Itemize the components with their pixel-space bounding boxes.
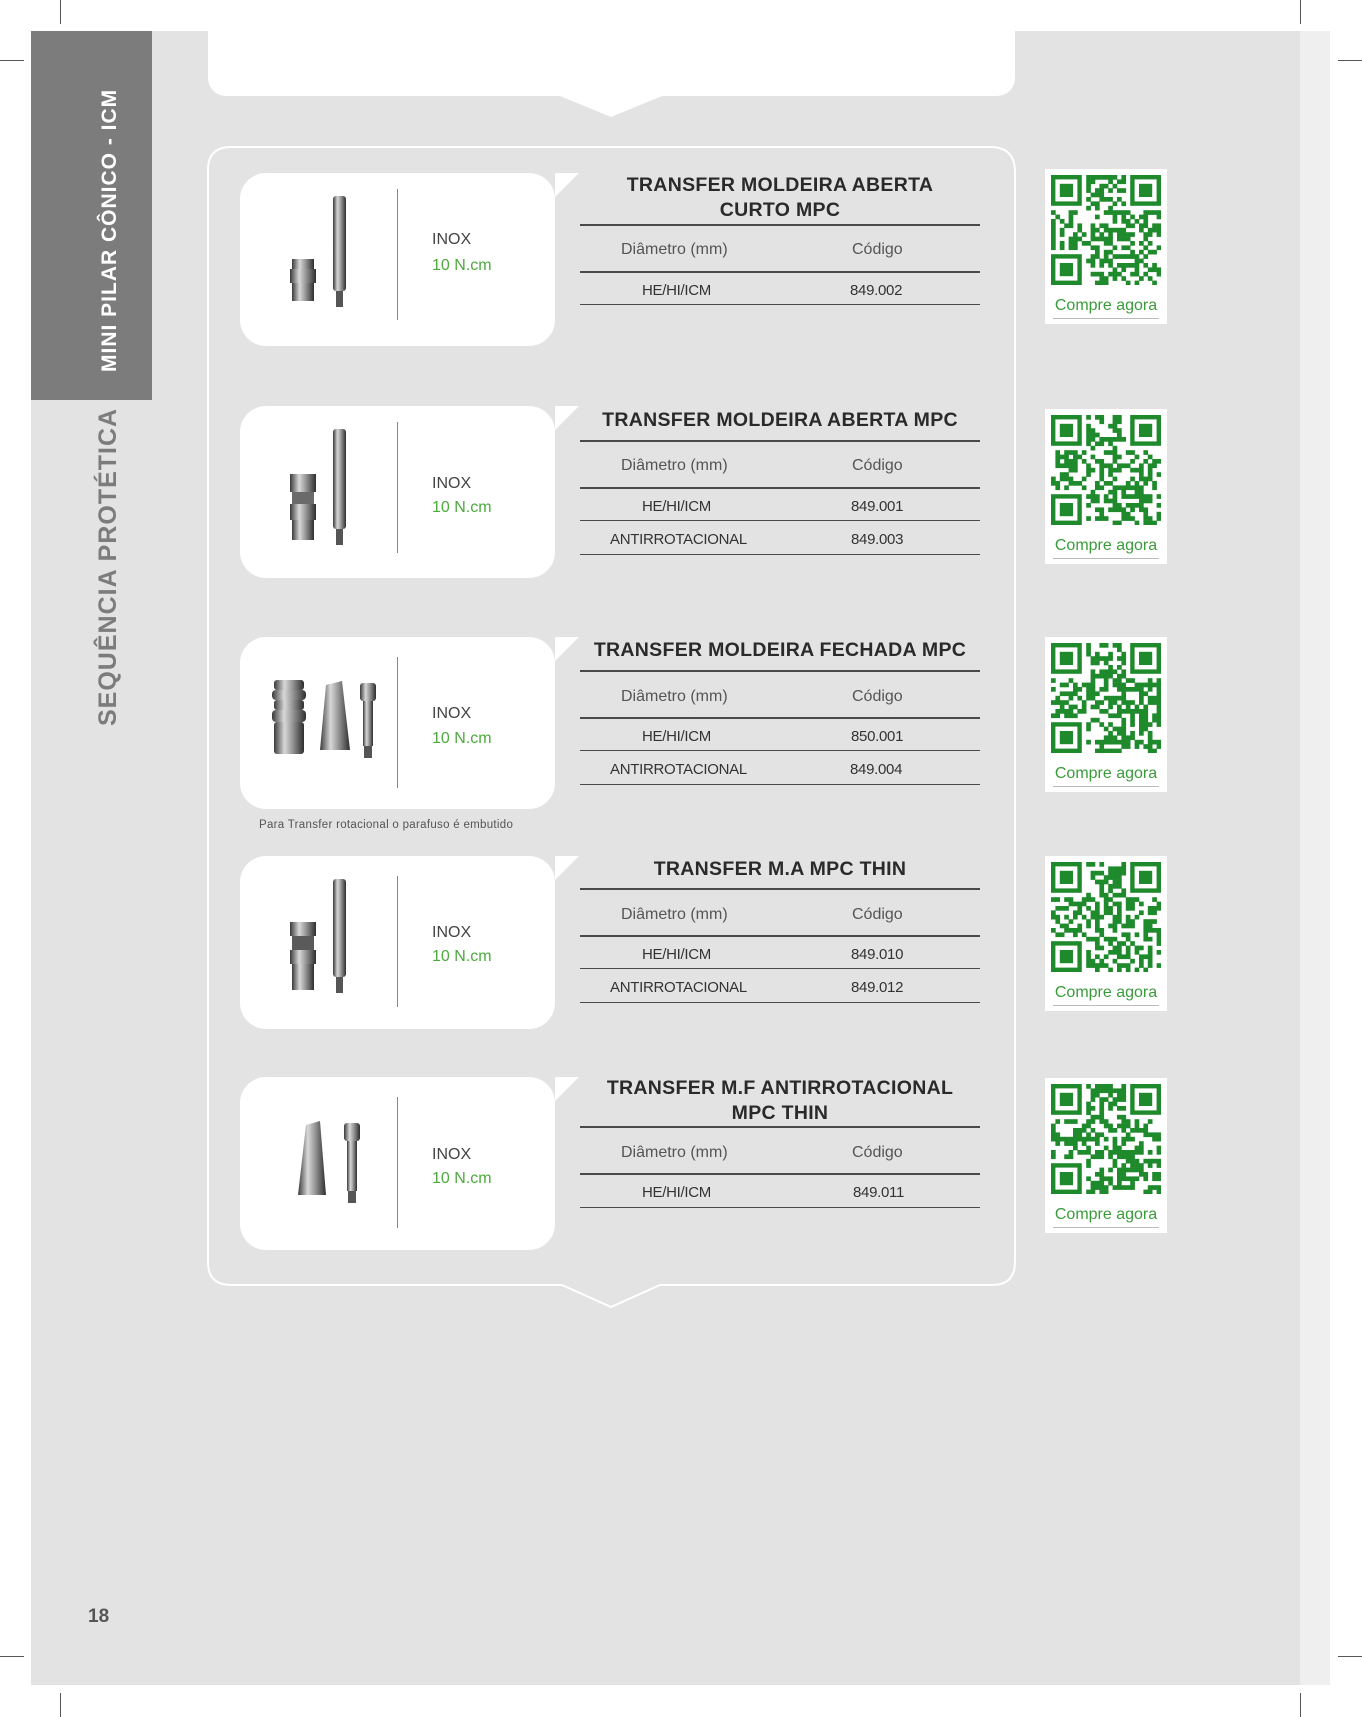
cell-diameter: HE/HI/ICM [642, 282, 711, 299]
buy-now-link[interactable]: Compre agora [1054, 1206, 1158, 1223]
cell-code: 850.001 [851, 728, 904, 745]
product-title-line: TRANSFER MOLDEIRA ABERTA [626, 174, 934, 196]
link-underline [1053, 558, 1159, 559]
sidebar-section-title: MINI PILAR CÔNICO - ICM [98, 88, 121, 372]
product-title-line: TRANSFER MOLDEIRA FECHADA MPC [593, 639, 967, 661]
buy-now-link[interactable]: Compre agora [1054, 765, 1158, 782]
cell-code: 849.002 [850, 282, 903, 299]
header-code: Código [852, 688, 903, 705]
qr-code-card[interactable] [1045, 409, 1167, 564]
header-code: Código [852, 906, 903, 923]
product-title-line: TRANSFER M.F ANTIRROTACIONAL [606, 1077, 954, 1099]
product-transfer-ma-thin [240, 856, 1158, 1031]
qr-code-icon [1051, 862, 1161, 972]
card-tab [555, 406, 579, 430]
buy-now-link[interactable]: Compre agora [1054, 537, 1158, 554]
product-photo [268, 191, 393, 331]
divider-line [397, 1097, 398, 1228]
material-label: INOX [432, 231, 472, 248]
header-diameter: Diâmetro (mm) [621, 457, 728, 474]
header-diameter: Diâmetro (mm) [621, 1144, 728, 1161]
cell-diameter: HE/HI/ICM [642, 1184, 711, 1201]
product-transfer-moldeira-aberta-curto [240, 173, 1158, 348]
page-number: 18 [88, 1606, 110, 1627]
sidebar-category-title: SEQUÊNCIA PROTÉTICA [94, 407, 122, 726]
header-code: Código [852, 241, 903, 258]
table-rule [580, 1126, 980, 1128]
torque-label: 10 N.cm [432, 730, 492, 747]
table-rule [580, 224, 980, 226]
product-title-line: CURTO MPC [719, 199, 841, 221]
table-rule [580, 670, 980, 672]
qr-code-icon [1051, 643, 1161, 753]
table-rule [580, 440, 980, 442]
table-rule [580, 554, 980, 555]
divider-line [397, 657, 398, 788]
header-diameter: Diâmetro (mm) [621, 241, 728, 258]
product-title [580, 1076, 980, 1126]
cell-code: 849.012 [851, 979, 904, 996]
header-diameter: Diâmetro (mm) [621, 906, 728, 923]
table-rule [580, 968, 980, 969]
qr-code-card[interactable] [1045, 637, 1167, 792]
cell-diameter: ANTIRROTACIONAL [610, 979, 747, 996]
cell-code: 849.004 [850, 761, 903, 778]
footnote: Para Transfer rotacional o parafuso é embutido [259, 819, 514, 831]
product-title-line: MPC THIN [731, 1102, 829, 1124]
qr-code-icon [1051, 175, 1161, 285]
product-title-line: TRANSFER MOLDEIRA ABERTA MPC [602, 409, 958, 431]
cell-code: 849.001 [851, 498, 904, 515]
material-label: INOX [432, 705, 472, 722]
card-tab [555, 856, 579, 880]
table-rule [580, 1173, 980, 1175]
table-rule [580, 1002, 980, 1003]
product-title [580, 408, 980, 433]
table-rule [580, 1207, 980, 1208]
buy-now-link[interactable]: Compre agora [1054, 297, 1158, 314]
card-tab [555, 637, 579, 661]
table-rule [580, 784, 980, 785]
product-title [580, 173, 980, 223]
torque-label: 10 N.cm [432, 948, 492, 965]
qr-code-icon [1051, 415, 1161, 525]
link-underline [1053, 1005, 1159, 1006]
material-label: INOX [432, 1146, 472, 1163]
product-photo [268, 874, 393, 1014]
qr-code-card[interactable] [1045, 1078, 1167, 1233]
torque-label: 10 N.cm [432, 499, 492, 516]
table-rule [580, 487, 980, 489]
table-rule [580, 717, 980, 719]
product-transfer-mf-antirrotacional-thin [240, 1077, 1158, 1252]
divider-line [397, 876, 398, 1007]
table-rule [580, 520, 980, 521]
card-tab [555, 1077, 579, 1101]
torque-label: 10 N.cm [432, 257, 492, 274]
divider-line [397, 189, 398, 320]
link-underline [1053, 1227, 1159, 1228]
product-transfer-moldeira-aberta [240, 406, 1158, 581]
header-code: Código [852, 1144, 903, 1161]
divider-line [397, 422, 398, 553]
header-diameter: Diâmetro (mm) [621, 688, 728, 705]
card-tab [555, 173, 579, 197]
table-rule [580, 888, 980, 890]
product-transfer-moldeira-fechada [240, 637, 1158, 812]
cell-code: 849.010 [851, 946, 904, 963]
qr-code-card[interactable] [1045, 169, 1167, 324]
material-label: INOX [432, 924, 472, 941]
table-rule [580, 271, 980, 273]
product-title [580, 857, 980, 882]
torque-label: 10 N.cm [432, 1170, 492, 1187]
qr-code-icon [1051, 1084, 1161, 1194]
cell-code: 849.003 [851, 531, 904, 548]
product-photo [268, 655, 393, 795]
link-underline [1053, 318, 1159, 319]
table-rule [580, 304, 980, 305]
material-label: INOX [432, 475, 472, 492]
cell-diameter: HE/HI/ICM [642, 498, 711, 515]
cell-diameter: HE/HI/ICM [642, 728, 711, 745]
cell-code: 849.011 [853, 1184, 905, 1201]
header-code: Código [852, 457, 903, 474]
buy-now-link[interactable]: Compre agora [1054, 984, 1158, 1001]
product-title-line: TRANSFER M.A MPC THIN [653, 858, 907, 880]
cell-diameter: ANTIRROTACIONAL [610, 761, 747, 778]
link-underline [1053, 786, 1159, 787]
qr-code-card[interactable] [1045, 856, 1167, 1011]
product-title [580, 638, 980, 663]
cell-diameter: HE/HI/ICM [642, 946, 711, 963]
table-rule [580, 750, 980, 751]
product-photo [268, 1095, 393, 1235]
cell-diameter: ANTIRROTACIONAL [610, 531, 747, 548]
table-rule [580, 935, 980, 937]
product-photo [268, 424, 393, 564]
